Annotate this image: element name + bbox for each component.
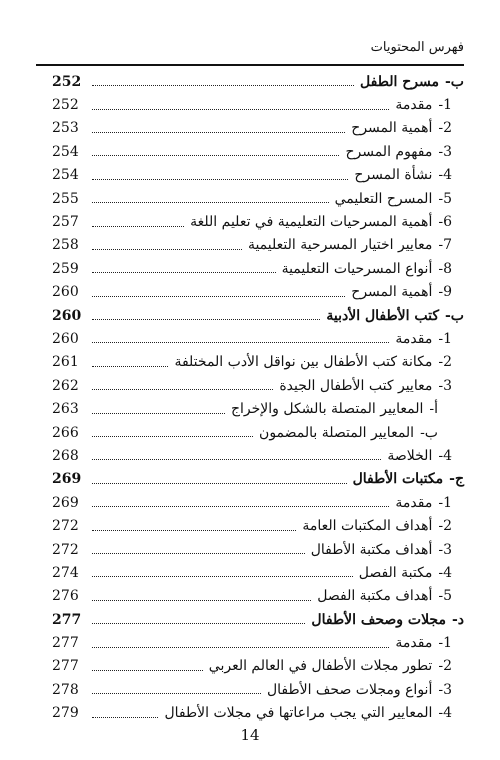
dot-leader bbox=[92, 109, 389, 110]
dot-leader bbox=[92, 670, 203, 671]
dot-leader bbox=[92, 530, 296, 531]
toc-entry bbox=[52, 304, 464, 327]
toc-entry-page: 253 bbox=[52, 120, 79, 137]
toc-entry-title: مقدمة bbox=[395, 330, 433, 347]
toc-entry-page: 257 bbox=[52, 214, 79, 231]
toc-entry-number: 2- bbox=[438, 120, 452, 137]
toc-entry-page: 262 bbox=[52, 377, 79, 394]
toc-entry-number: 1- bbox=[438, 635, 452, 652]
toc-entry-page: 272 bbox=[52, 518, 79, 535]
toc-entry-title: الخلاصة bbox=[387, 447, 433, 464]
toc-entry bbox=[52, 374, 464, 397]
toc-entry-number: د- bbox=[451, 611, 464, 628]
toc-entry-number: 1- bbox=[438, 330, 452, 347]
toc-entry-page: 272 bbox=[52, 541, 79, 558]
toc-entry-title: المعايير المتصلة بالشكل والإخراج bbox=[230, 401, 424, 418]
toc-entry-page: 269 bbox=[52, 471, 82, 488]
toc-entry bbox=[52, 327, 464, 350]
toc-entry-title: مكتبات الأطفال bbox=[352, 471, 444, 488]
toc-entry-title: أهداف مكتبة الفصل bbox=[317, 588, 433, 605]
toc-entry-number: أ- bbox=[429, 401, 438, 418]
toc-entry-page: 274 bbox=[52, 564, 79, 581]
toc-entry-number: 1- bbox=[438, 97, 452, 114]
toc-entry bbox=[52, 444, 464, 467]
dot-leader bbox=[92, 553, 305, 554]
dot-leader bbox=[92, 202, 329, 203]
toc-entry bbox=[52, 140, 464, 163]
toc-entry-number: 4- bbox=[438, 705, 452, 722]
toc-entry-number: 1- bbox=[438, 494, 452, 511]
toc-entry-title: مقدمة bbox=[395, 494, 433, 511]
toc-entry bbox=[52, 538, 464, 561]
toc-entry-title: كتب الأطفال الأدبية bbox=[326, 307, 439, 324]
toc-entry-number: 4- bbox=[438, 447, 452, 464]
toc-entry-title: أهداف مكتبة الأطفال bbox=[310, 541, 433, 558]
dot-leader bbox=[92, 179, 348, 180]
toc-entry-page: 263 bbox=[52, 401, 79, 418]
toc-entry-title: مفهوم المسرح bbox=[345, 143, 433, 160]
toc-entry-title: المعايير المتصلة بالمضمون bbox=[259, 424, 415, 441]
toc-entry bbox=[52, 257, 464, 280]
toc-entry-title: أنواع المسرحيات التعليمية bbox=[281, 260, 433, 277]
toc-entry-number: 4- bbox=[438, 564, 452, 581]
toc-entry-page: 252 bbox=[52, 97, 79, 114]
toc-entry-page: 261 bbox=[52, 354, 79, 371]
dot-leader bbox=[92, 366, 168, 367]
toc-entry bbox=[52, 655, 464, 678]
dot-leader bbox=[92, 717, 158, 718]
toc-entry bbox=[52, 561, 464, 584]
toc-entry-page: 277 bbox=[52, 635, 79, 652]
toc-entry-number: ب- bbox=[445, 307, 464, 324]
toc-entry-number: ب- bbox=[420, 424, 438, 441]
toc-entry-page: 269 bbox=[52, 494, 79, 511]
toc-entry bbox=[52, 585, 464, 608]
toc-entry-title: أنواع ومجلات صحف الأطفال bbox=[266, 681, 433, 698]
toc-entry-title: معايير كتب الأطفال الجيدة bbox=[279, 377, 433, 394]
toc-entry bbox=[52, 70, 464, 93]
dot-leader bbox=[92, 342, 389, 343]
dot-leader bbox=[92, 436, 253, 437]
toc-entry-number: ب- bbox=[445, 73, 464, 90]
toc-entry-page: 258 bbox=[52, 237, 79, 254]
toc-entry bbox=[52, 117, 464, 140]
toc-entry-number: 5- bbox=[438, 588, 452, 605]
dot-leader bbox=[92, 647, 389, 648]
toc-entry-number: 2- bbox=[438, 658, 452, 675]
dot-leader bbox=[92, 693, 261, 694]
page-header bbox=[36, 38, 464, 66]
dot-leader bbox=[92, 389, 273, 390]
toc-entry-page: 266 bbox=[52, 424, 79, 441]
toc-entry bbox=[52, 93, 464, 116]
toc-entry-title: أهداف المكتبات العامة bbox=[302, 518, 433, 535]
toc-entry-number: 8- bbox=[438, 260, 452, 277]
toc-entry-title: أهمية المسرح bbox=[351, 120, 433, 137]
toc-entry-title: المعايير التي يجب مراعاتها في مجلات الأطفال bbox=[164, 705, 433, 722]
toc-entry-title: مكانة كتب الأطفال بين نواقل الأدب المختلفة bbox=[174, 354, 433, 371]
toc-entry bbox=[52, 608, 464, 631]
toc-entry bbox=[52, 468, 464, 491]
dot-leader bbox=[92, 600, 311, 601]
dot-leader bbox=[92, 506, 389, 507]
toc-entry-number: 7- bbox=[438, 237, 452, 254]
table-of-contents bbox=[52, 70, 464, 725]
toc-entry-title: المسرح التعليمي bbox=[334, 190, 433, 207]
toc-entry-page: 277 bbox=[52, 658, 79, 675]
toc-entry-number: ج- bbox=[449, 471, 464, 488]
dot-leader bbox=[92, 85, 354, 86]
toc-entry-page: 277 bbox=[52, 611, 82, 628]
toc-entry-number: 6- bbox=[438, 214, 452, 231]
toc-entry-number: 9- bbox=[438, 284, 452, 301]
toc-entry-page: 260 bbox=[52, 330, 79, 347]
dot-leader bbox=[92, 623, 305, 624]
page-number: 14 bbox=[240, 726, 260, 744]
toc-entry-number: 4- bbox=[438, 167, 452, 184]
toc-entry bbox=[52, 281, 464, 304]
toc-entry-page: 254 bbox=[52, 143, 79, 160]
dot-leader bbox=[92, 132, 345, 133]
toc-entry bbox=[52, 514, 464, 537]
toc-entry bbox=[52, 234, 464, 257]
toc-entry-title: مجلات وصحف الأطفال bbox=[311, 611, 446, 628]
toc-entry-title: مقدمة bbox=[395, 97, 433, 114]
toc-entry-title: أهمية المسرحيات التعليمية في تعليم اللغة bbox=[190, 214, 433, 231]
toc-entry-number: 3- bbox=[438, 541, 452, 558]
toc-entry-page: 259 bbox=[52, 260, 79, 277]
dot-leader bbox=[92, 319, 320, 320]
toc-entry bbox=[52, 702, 464, 725]
toc-entry-number: 3- bbox=[438, 143, 452, 160]
dot-leader bbox=[92, 249, 242, 250]
toc-entry bbox=[52, 351, 464, 374]
dot-leader bbox=[92, 483, 347, 484]
toc-entry bbox=[52, 164, 464, 187]
toc-entry bbox=[52, 421, 464, 444]
toc-entry bbox=[52, 491, 464, 514]
toc-entry bbox=[52, 631, 464, 654]
toc-entry-page: 260 bbox=[52, 284, 79, 301]
toc-entry-page: 255 bbox=[52, 190, 79, 207]
toc-entry-page: 278 bbox=[52, 681, 79, 698]
toc-entry-number: 5- bbox=[438, 190, 452, 207]
toc-entry-page: 276 bbox=[52, 588, 79, 605]
toc-entry-title: معايير اختيار المسرحية التعليمية bbox=[247, 237, 433, 254]
toc-entry-title: أهمية المسرح bbox=[351, 284, 433, 301]
toc-entry-title: مقدمة bbox=[395, 635, 433, 652]
toc-entry bbox=[52, 397, 464, 420]
toc-entry-page: 279 bbox=[52, 705, 79, 722]
toc-entry-number: 3- bbox=[438, 377, 452, 394]
toc-entry-title: مكتبة الفصل bbox=[358, 564, 433, 581]
dot-leader bbox=[92, 155, 339, 156]
dot-leader bbox=[92, 576, 353, 577]
page-title: فهرس المحتويات bbox=[370, 40, 464, 55]
toc-entry-title: تطور مجلات الأطفال في العالم العربي bbox=[208, 658, 433, 675]
toc-entry-page: 252 bbox=[52, 73, 82, 90]
dot-leader bbox=[92, 272, 276, 273]
dot-leader bbox=[92, 413, 225, 414]
toc-entry-page: 268 bbox=[52, 447, 79, 464]
toc-entry bbox=[52, 187, 464, 210]
toc-entry-page: 260 bbox=[52, 307, 82, 324]
toc-entry bbox=[52, 678, 464, 701]
toc-entry-number: 2- bbox=[438, 518, 452, 535]
toc-entry-page: 254 bbox=[52, 167, 79, 184]
dot-leader bbox=[92, 296, 345, 297]
toc-entry-number: 2- bbox=[438, 354, 452, 371]
toc-entry-number: 3- bbox=[438, 681, 452, 698]
toc-entry bbox=[52, 210, 464, 233]
toc-entry-title: نشأة المسرح bbox=[354, 167, 433, 184]
toc-entry-title: مسرح الطفل bbox=[360, 73, 439, 90]
dot-leader bbox=[92, 459, 381, 460]
dot-leader bbox=[92, 226, 184, 227]
